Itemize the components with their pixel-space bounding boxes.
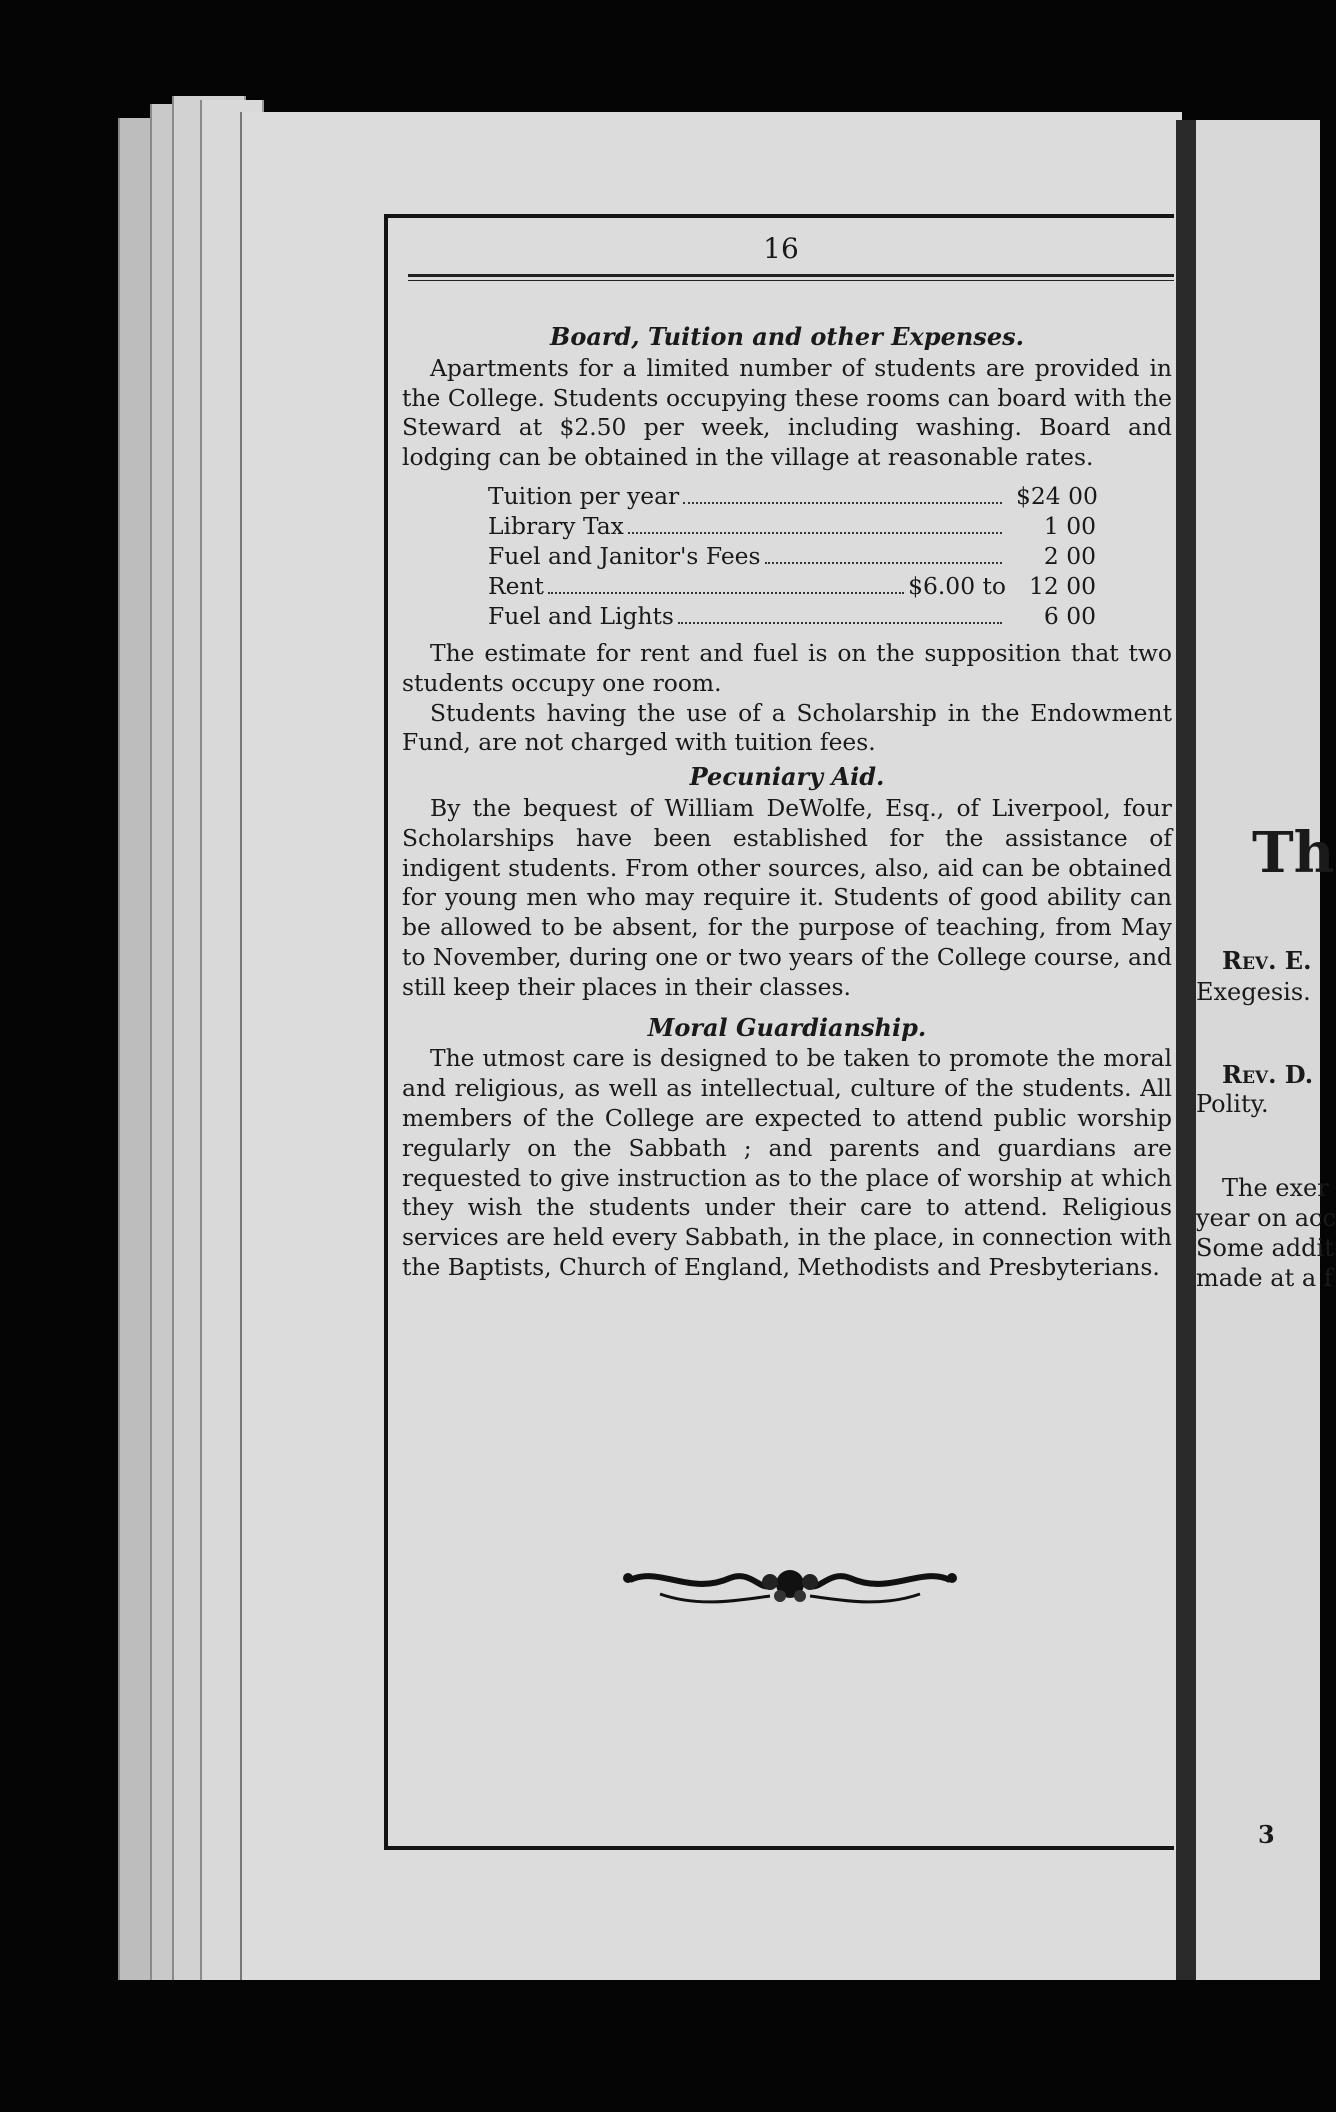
aid-paragraph: By the bequest of William DeWolfe, Esq., of Liverpool, four Scholarships have been established for the assistance of indigent students. From other sources, also, aid can be obtained for young men who may require it. Students of good ability can be allowed to be absent, for the purpose of teaching, from May to November, during one or two years of the College course, and still keep their places in their classes. [402, 793, 1172, 1001]
fee-amount: $24 00 [1016, 481, 1098, 510]
fee-amount: 12 00 [1029, 571, 1096, 600]
section-heading-aid: Pecuniary Aid. [689, 762, 885, 792]
scholarship-paragraph: Students having the use of a Scholarship in the Endowment Fund, are not charged with tuition fees. [402, 698, 1172, 757]
leader-dots [765, 562, 1002, 564]
leader-dots [628, 532, 1002, 534]
fee-amount: 6 00 [1043, 601, 1096, 630]
right-page-line: Some addit [1196, 1234, 1334, 1262]
fee-label: Fuel and Janitor's Fees [488, 541, 761, 570]
fee-amount: 2 00 [1043, 541, 1096, 570]
right-page-line: The exer [1222, 1174, 1329, 1202]
right-page-line: Polity. [1196, 1090, 1269, 1118]
fee-label: Library Tax [488, 511, 624, 540]
fee-amount: 1 00 [1043, 511, 1096, 540]
fee-row [488, 541, 1096, 571]
fee-label: Rent [488, 571, 544, 600]
estimate-paragraph: The estimate for rent and fuel is on the supposition that two students occupy one room. [402, 638, 1172, 697]
page-content [402, 318, 1172, 1283]
text-frame [384, 214, 1174, 1850]
right-page-line: Rev. E. [1222, 946, 1312, 975]
fee-range: $6.00 to [908, 571, 1006, 600]
right-page-line: year on acc [1196, 1204, 1336, 1232]
right-page-line: made at a f [1196, 1264, 1333, 1292]
fee-label: Tuition per year [488, 481, 680, 510]
book-spine [1176, 120, 1196, 1980]
ornament-icon [620, 1556, 960, 1616]
right-page-title-fragment: Th [1252, 820, 1335, 886]
right-page-line: Rev. D. [1222, 1060, 1314, 1089]
leader-dots [683, 502, 1002, 504]
fee-row [488, 601, 1096, 631]
right-page-number: 3 [1258, 1820, 1275, 1849]
header-rule [408, 280, 1174, 281]
right-page-line: Exegesis. [1196, 978, 1311, 1006]
board-intro-paragraph: Apartments for a limited number of students are provided in the College. Students occupying these rooms can board with the Steward at $2.50 per week, including washing. Board and lodging can be obtained in the village at reasonable rates. [402, 353, 1172, 472]
fee-row [488, 481, 1096, 511]
section-heading-moral: Moral Guardianship. [647, 1012, 927, 1042]
leader-dots [548, 592, 904, 594]
fee-row [488, 571, 1096, 601]
right-page [1196, 120, 1336, 1980]
section-heading-board: Board, Tuition and other Expenses. [550, 322, 1024, 351]
header-rule [408, 274, 1174, 277]
fee-label: Fuel and Lights [488, 601, 674, 630]
fee-table [488, 481, 1096, 631]
page-number: 16 [763, 232, 799, 265]
fee-row [488, 511, 1096, 541]
leader-dots [678, 622, 1002, 624]
moral-paragraph: The utmost care is designed to be taken to promote the moral and religious, as well as intellectual, culture of the students. All members of the College are expected to attend public worship regularly on the Sabbath ; and parents and guardians are requested to give instruction as to the place of worship at which they wish the students under their care to attend. Religious services are held every Sabbath, in the place, in connection with the Baptists, Church of England, Methodists and Presbyterians. [402, 1044, 1172, 1281]
